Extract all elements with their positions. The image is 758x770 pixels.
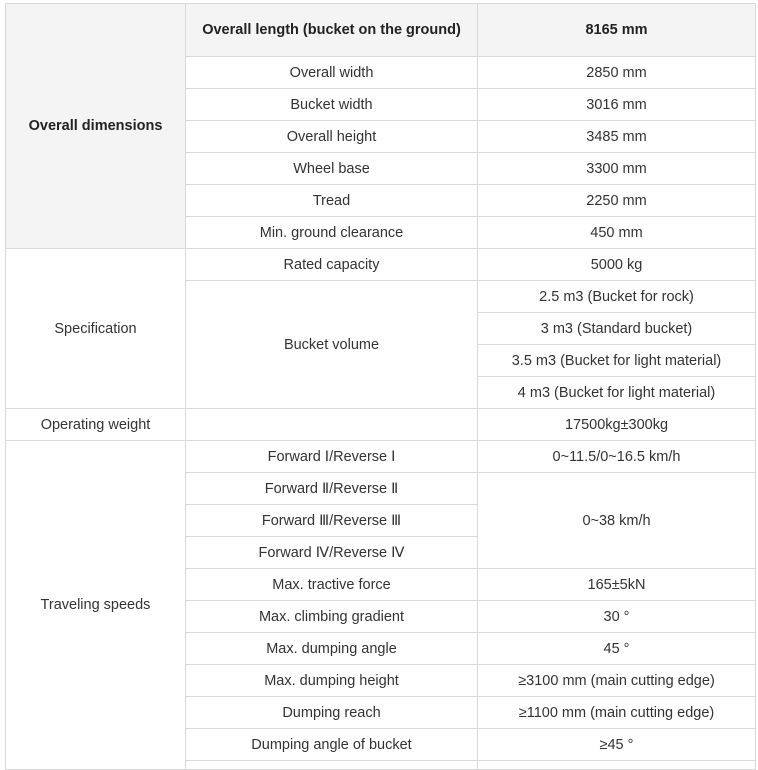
row-label: Dumping reach — [186, 697, 478, 729]
group-overall-dimensions: Overall dimensions — [6, 4, 186, 249]
row-label: Overall length (bucket on the ground) — [186, 4, 478, 57]
row-label: Overall height — [186, 121, 478, 153]
row-label — [186, 761, 478, 770]
row-value: 3485 mm — [478, 121, 756, 153]
row-label: Max. climbing gradient — [186, 601, 478, 633]
row-value: 8165 mm — [478, 4, 756, 57]
row-label: Dumping angle of bucket — [186, 729, 478, 761]
row-value: ≥45 ° — [478, 729, 756, 761]
row-value: 0~38 km/h — [478, 473, 756, 569]
group-operating-weight: Operating weight — [6, 409, 186, 441]
row-value: 30 ° — [478, 601, 756, 633]
group-traveling-speeds: Traveling speeds — [6, 441, 186, 770]
row-label: Forward Ⅲ/Reverse Ⅲ — [186, 505, 478, 537]
row-value: 0~11.5/0~16.5 km/h — [478, 441, 756, 473]
row-value: 3 m3 (Standard bucket) — [478, 313, 756, 345]
row-label — [186, 409, 478, 441]
row-value: 3300 mm — [478, 153, 756, 185]
row-value: 450 mm — [478, 217, 756, 249]
row-label: Bucket volume — [186, 281, 478, 409]
row-label: Forward Ⅱ/Reverse Ⅱ — [186, 473, 478, 505]
row-value: 3016 mm — [478, 89, 756, 121]
row-value: 45 ° — [478, 633, 756, 665]
row-value: ≥3100 mm (main cutting edge) — [478, 665, 756, 697]
table-row — [6, 409, 756, 441]
row-label: Min. ground clearance — [186, 217, 478, 249]
row-value: 2250 mm — [478, 185, 756, 217]
row-value: 5000 kg — [478, 249, 756, 281]
row-label: Max. dumping height — [186, 665, 478, 697]
table-row — [6, 4, 756, 57]
row-label: Forward Ⅰ/Reverse Ⅰ — [186, 441, 478, 473]
row-value — [478, 761, 756, 770]
row-label: Rated capacity — [186, 249, 478, 281]
row-value: 2850 mm — [478, 57, 756, 89]
row-value: ≥1100 mm (main cutting edge) — [478, 697, 756, 729]
row-label: Wheel base — [186, 153, 478, 185]
row-label: Max. tractive force — [186, 569, 478, 601]
row-label: Tread — [186, 185, 478, 217]
specifications-table — [5, 3, 756, 770]
table-row — [6, 249, 756, 281]
row-value: 2.5 m3 (Bucket for rock) — [478, 281, 756, 313]
group-specification: Specification — [6, 249, 186, 409]
row-value: 4 m3 (Bucket for light material) — [478, 377, 756, 409]
row-label: Forward Ⅳ/Reverse Ⅳ — [186, 537, 478, 569]
table-row — [6, 441, 756, 473]
row-value: 17500kg±300kg — [478, 409, 756, 441]
row-label: Max. dumping angle — [186, 633, 478, 665]
row-value: 165±5kN — [478, 569, 756, 601]
row-label: Bucket width — [186, 89, 478, 121]
row-value: 3.5 m3 (Bucket for light material) — [478, 345, 756, 377]
row-label: Overall width — [186, 57, 478, 89]
